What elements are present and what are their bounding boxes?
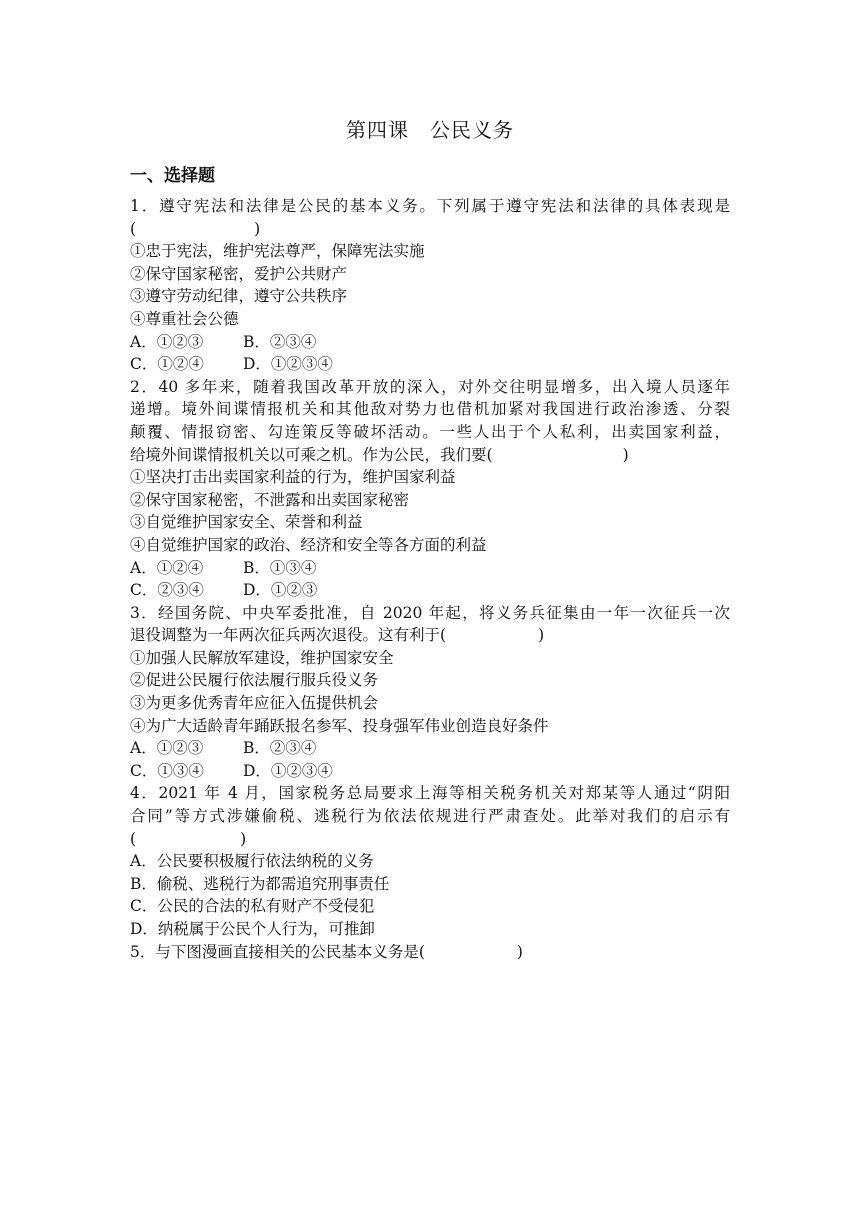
question-2 — [130, 376, 730, 602]
question-1-item: ④尊重社会公德 — [130, 309, 239, 328]
option-b: B．②③④ — [243, 739, 317, 758]
question-1-options-row — [130, 353, 730, 376]
question-1-options-row — [130, 331, 730, 354]
question-2-item: ②保守国家秘密，不泄露和出卖国家秘密 — [130, 490, 410, 509]
option-d: D．①②③ — [243, 581, 318, 600]
question-1-item: ①忠于宪法，维护宪法尊严，保障宪法实施 — [130, 242, 425, 261]
question-3-options-row — [130, 737, 730, 760]
question-2-stem-line: 递增。境外间谍情报机关和其他敌对势力也借机加紧对我国进行政治渗透、分裂 — [130, 400, 730, 419]
question-3-stem-line: 3．经国务院、中央军委批准，自 2020 年起，将义务兵征集由一年一次征兵一次 — [130, 603, 730, 622]
question-2-item: ①坚决打击出卖国家利益的行为，维护国家利益 — [130, 468, 456, 487]
question-5 — [130, 941, 730, 964]
option-a: A．①②③ — [130, 739, 204, 758]
option-a: A．①②③ — [130, 332, 204, 351]
question-1-stem-line-1: 1．遵守宪法和法律是公民的基本义务。下列属于遵守宪法和法律的具体表现是 — [130, 197, 730, 215]
option-d: D．①②③④ — [243, 355, 333, 374]
option-a: A．公民要积极履行依法纳税的义务 — [130, 852, 374, 871]
question-1-item: ②保守国家秘密，爱护公共财产 — [130, 264, 348, 283]
question-1-answer-blank: ( ) — [130, 219, 261, 238]
question-5-stem-line: 5．与下图漫画直接相关的公民基本义务是( ) — [130, 942, 523, 961]
option-d: D．纳税属于公民个人行为，可推卸 — [130, 920, 375, 938]
question-3-item: ②促进公民履行依法履行服兵役义务 — [130, 671, 379, 690]
question-3-item: ①加强人民解放军建设，维护国家安全 — [130, 648, 394, 667]
section-heading: 一、选择题 — [130, 166, 215, 186]
option-c: C．①③④ — [130, 761, 204, 780]
option-b: B．偷税、逃税行为都需追究刑事责任 — [130, 874, 390, 893]
question-2-item: ③自觉维护国家安全、荣誉和利益 — [130, 513, 363, 532]
option-b: B．②③④ — [243, 332, 317, 351]
option-a: A．①②④ — [130, 558, 204, 577]
question-2-stem-line: 颠覆、情报窃密、勾连策反等破坏活动。一些人出于个人私利，出卖国家利益， — [130, 422, 730, 441]
question-4-answer-blank: ( ) — [130, 829, 247, 848]
question-1 — [130, 195, 730, 376]
question-2-options-row — [130, 557, 730, 580]
question-4 — [130, 782, 730, 940]
option-b: B．①③④ — [243, 558, 317, 577]
page-title: 第四课 公民义务 — [346, 118, 514, 142]
question-3-stem-line: 退役调整为一年两次征兵两次退役。这有利于( ) — [130, 626, 545, 645]
option-d: D．①②③④ — [243, 761, 333, 780]
question-4-stem-line: 合同”等方式涉嫌偷税、逃税行为依法依规进行严肃查处。此举对我们的启示有 — [130, 807, 730, 826]
question-3-item: ④为广大适龄青年踊跃报名参军、投身强军伟业创造良好条件 — [130, 716, 549, 735]
question-2-options-row — [130, 579, 730, 602]
question-1-item: ③遵守劳动纪律，遵守公共秩序 — [130, 287, 348, 306]
option-c: C．②③④ — [130, 581, 204, 600]
question-list — [130, 195, 730, 963]
question-3 — [130, 602, 730, 783]
option-c: C．①②④ — [130, 355, 204, 374]
question-4-stem-line: 4．2021 年 4 月，国家税务总局要求上海等相关税务机关对郑某等人通过“阴阳 — [130, 784, 730, 803]
question-3-item: ③为更多优秀青年应征入伍提供机会 — [130, 694, 379, 713]
question-2-stem-line: 2．40 多年来，随着我国改革开放的深入，对外交往明显增多，出入境人员逐年 — [130, 377, 730, 396]
option-c: C．公民的合法的私有财产不受侵犯 — [130, 897, 375, 916]
question-2-stem-line: 给境外间谍情报机关以可乘之机。作为公民，我们要( ) — [130, 445, 629, 464]
question-2-item: ④自觉维护国家的政治、经济和安全等各方面的利益 — [130, 535, 487, 554]
question-3-options-row — [130, 760, 730, 783]
